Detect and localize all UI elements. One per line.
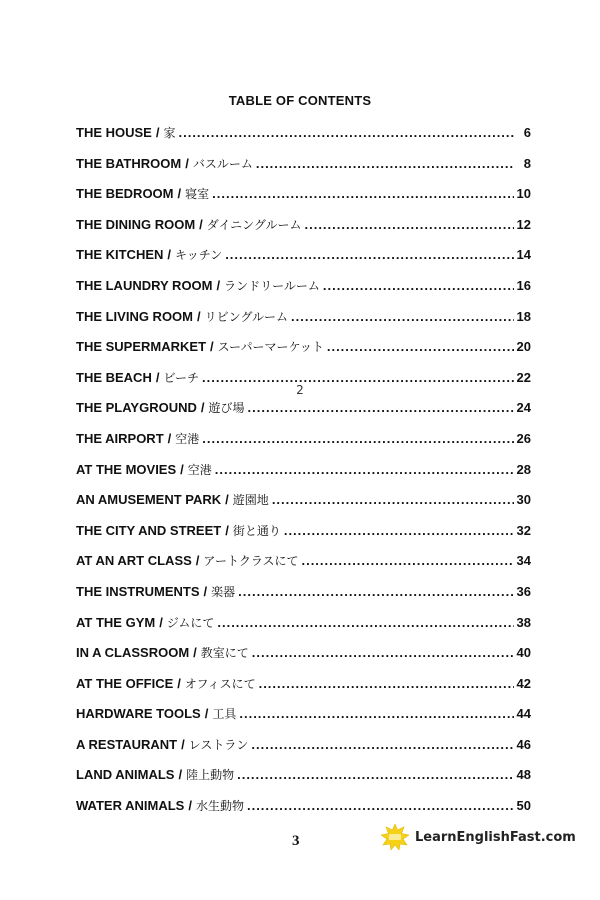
- toc-entry: [76, 271, 531, 302]
- toc-entry: [76, 791, 531, 822]
- toc-entry-separator: /: [167, 430, 172, 446]
- toc-entry-dot-leader: [272, 485, 514, 516]
- table-of-contents: [76, 118, 531, 822]
- toc-entry-separator: /: [155, 125, 160, 140]
- toc-entry: [76, 332, 531, 363]
- stray-page-number: 2: [296, 383, 304, 397]
- toc-entry-english: THE CITY AND STREET: [76, 522, 222, 538]
- toc-entry-english: AN AMUSEMENT PARK: [76, 492, 222, 508]
- toc-entry-page-number: 10: [516, 186, 531, 202]
- toc-entry-page-number: 42: [516, 675, 531, 691]
- toc-entry-japanese: 空港: [175, 431, 200, 446]
- toc-entry-separator: /: [204, 706, 209, 722]
- toc-entry-japanese: 空港: [187, 462, 212, 477]
- toc-entry: [76, 118, 531, 149]
- toc-entry-separator: /: [193, 645, 197, 661]
- toc-entry-separator: /: [197, 308, 201, 324]
- toc-entry-japanese: バスルーム: [192, 156, 253, 171]
- star-burst-logo-icon: [381, 824, 409, 850]
- toc-entry: [76, 516, 531, 547]
- toc-entry: [76, 210, 531, 241]
- toc-entry-separator: /: [155, 369, 160, 385]
- toc-entry-separator: /: [167, 247, 172, 263]
- toc-entry-dot-leader: [217, 608, 513, 639]
- toc-entry-separator: /: [181, 736, 185, 752]
- toc-entry-english: AT THE OFFICE: [76, 675, 174, 691]
- toc-entry-separator: /: [200, 400, 205, 416]
- toc-entry-separator: /: [195, 553, 200, 569]
- toc-entry: [76, 669, 531, 700]
- toc-entry-english: THE INSTRUMENTS: [76, 583, 200, 599]
- toc-entry: [76, 149, 531, 180]
- toc-entry-page-number: 16: [516, 277, 531, 293]
- toc-entry: [76, 455, 531, 486]
- toc-entry-separator: /: [177, 186, 182, 202]
- toc-entry-dot-leader: [247, 791, 514, 822]
- toc-entry-english: AT THE GYM: [76, 614, 156, 630]
- toc-entry-page-number: 24: [516, 400, 531, 416]
- toc-entry-separator: /: [199, 216, 203, 232]
- toc-entry-english: THE LIVING ROOM: [76, 308, 193, 324]
- toc-entry-page-number: 48: [516, 767, 531, 783]
- toc-entry-english: THE AIRPORT: [76, 430, 164, 446]
- toc-entry-english: THE KITCHEN: [76, 247, 164, 263]
- toc-entry: [76, 699, 531, 730]
- toc-entry-page-number: 44: [516, 706, 531, 722]
- toc-entry: [76, 730, 531, 761]
- toc-entry-japanese: ビーチ: [163, 370, 199, 385]
- toc-entry-japanese: スーパーマーケット: [217, 340, 324, 355]
- toc-entry-japanese: 工具: [212, 707, 237, 722]
- toc-entry-english: IN A CLASSROOM: [76, 645, 190, 661]
- toc-entry: [76, 393, 531, 424]
- toc-entry-separator: /: [225, 492, 229, 508]
- toc-entry-japanese: 楽器: [211, 584, 236, 599]
- toc-entry: [76, 485, 531, 516]
- toc-entry-japanese: 遊園地: [232, 493, 269, 508]
- toc-entry-dot-leader: [323, 271, 514, 302]
- toc-entry-japanese: ジムにて: [166, 615, 215, 630]
- toc-entry-japanese: アートクラスにて: [203, 554, 299, 569]
- toc-entry-dot-leader: [256, 149, 514, 180]
- toc-entry-english: THE BATHROOM: [76, 155, 182, 171]
- toc-entry-page-number: 40: [516, 645, 531, 661]
- toc-entry: [76, 608, 531, 639]
- toc-entry-page-number: 32: [516, 522, 531, 538]
- page-number: 3: [292, 833, 300, 849]
- toc-entry-page-number: 34: [516, 553, 531, 569]
- toc-entry-dot-leader: [212, 179, 513, 210]
- toc-entry-separator: /: [188, 798, 192, 814]
- toc-entry: [76, 240, 531, 271]
- toc-entry-dot-leader: [202, 424, 513, 455]
- toc-entry-page-number: 28: [516, 461, 531, 477]
- toc-entry-dot-leader: [237, 760, 513, 791]
- toc-entry-japanese: ダイニングルーム: [206, 217, 302, 232]
- toc-entry: [76, 179, 531, 210]
- toc-entry-dot-leader: [239, 699, 513, 730]
- toc-entry-dot-leader: [248, 393, 514, 424]
- toc-entry-english: THE PLAYGROUND: [76, 400, 197, 416]
- toc-entry-page-number: 12: [516, 216, 531, 232]
- toc-entry: [76, 302, 531, 333]
- toc-entry-english: THE HOUSE: [76, 125, 152, 140]
- toc-entry-page-number: 6: [523, 125, 531, 140]
- toc-entry-english: THE DINING ROOM: [76, 216, 196, 232]
- toc-entry-japanese: ランドリールーム: [224, 278, 320, 293]
- toc-entry-separator: /: [178, 767, 183, 783]
- toc-entry-dot-leader: [251, 730, 513, 761]
- toc-entry-japanese: 教室にて: [200, 646, 249, 661]
- brand-name: LearnEnglishFast.com: [415, 829, 576, 845]
- toc-entry-separator: /: [203, 583, 208, 599]
- toc-entry-english: THE SUPERMARKET: [76, 339, 207, 355]
- toc-entry-japanese: 遊び場: [208, 401, 245, 416]
- toc-entry-page-number: 20: [516, 339, 531, 355]
- toc-entry-dot-leader: [291, 302, 514, 333]
- toc-entry-separator: /: [210, 339, 214, 355]
- toc-entry-english: THE LAUNDRY ROOM: [76, 277, 213, 293]
- toc-entry-english: AT AN ART CLASS: [76, 553, 192, 569]
- toc-entry-dot-leader: [252, 638, 514, 669]
- toc-entry-separator: /: [225, 522, 229, 538]
- toc-entry-page-number: 22: [516, 369, 531, 385]
- toc-entry-separator: /: [185, 155, 189, 171]
- toc-entry-dot-leader: [284, 516, 514, 547]
- toc-entry-japanese: オフィスにて: [184, 676, 256, 691]
- toc-entry-separator: /: [177, 675, 181, 691]
- toc-entry-english: LAND ANIMALS: [76, 767, 175, 783]
- toc-entry-japanese: 寝室: [185, 187, 210, 202]
- brand-footer: [381, 824, 576, 850]
- toc-entry-page-number: 18: [516, 308, 531, 324]
- toc-entry-dot-leader: [301, 546, 513, 577]
- toc-entry-separator: /: [216, 277, 221, 293]
- toc-entry-dot-leader: [215, 455, 514, 486]
- toc-entry-english: HARDWARE TOOLS: [76, 706, 201, 722]
- toc-entry-dot-leader: [225, 240, 513, 271]
- toc-entry-page-number: 30: [516, 492, 531, 508]
- toc-entry-english: THE BEACH: [76, 369, 152, 385]
- toc-entry-separator: /: [159, 614, 163, 630]
- toc-entry-japanese: 家: [163, 126, 176, 140]
- toc-entry-dot-leader: [178, 118, 514, 149]
- toc-entry-english: THE BEDROOM: [76, 186, 174, 202]
- toc-entry: [76, 638, 531, 669]
- toc-entry-japanese: 水生動物: [195, 799, 244, 814]
- toc-entry-separator: /: [180, 461, 184, 477]
- toc-entry-page-number: 14: [516, 247, 531, 263]
- toc-entry-english: AT THE MOVIES: [76, 461, 177, 477]
- toc-entry-japanese: 街と通り: [232, 523, 281, 538]
- toc-entry-dot-leader: [304, 210, 513, 241]
- page-title: TABLE OF CONTENTS: [228, 93, 372, 108]
- toc-entry-page-number: 26: [516, 430, 531, 446]
- toc-entry-page-number: 50: [516, 798, 531, 814]
- toc-entry: [76, 424, 531, 455]
- toc-entry-japanese: リビングルーム: [204, 309, 289, 324]
- toc-entry-dot-leader: [327, 332, 514, 363]
- toc-entry: [76, 760, 531, 791]
- toc-entry-page-number: 46: [516, 736, 531, 752]
- toc-entry-page-number: 8: [523, 155, 531, 171]
- toc-entry-japanese: 陸上動物: [186, 768, 235, 783]
- toc-entry-english: A RESTAURANT: [76, 736, 178, 752]
- toc-entry: [76, 577, 531, 608]
- toc-entry-japanese: レストラン: [188, 737, 249, 752]
- toc-entry-dot-leader: [238, 577, 513, 608]
- toc-entry-dot-leader: [259, 669, 514, 700]
- toc-entry-page-number: 36: [516, 583, 531, 599]
- toc-entry-english: WATER ANIMALS: [76, 798, 185, 814]
- toc-entry-japanese: キッチン: [175, 248, 223, 263]
- toc-entry: [76, 546, 531, 577]
- toc-entry-page-number: 38: [516, 614, 531, 630]
